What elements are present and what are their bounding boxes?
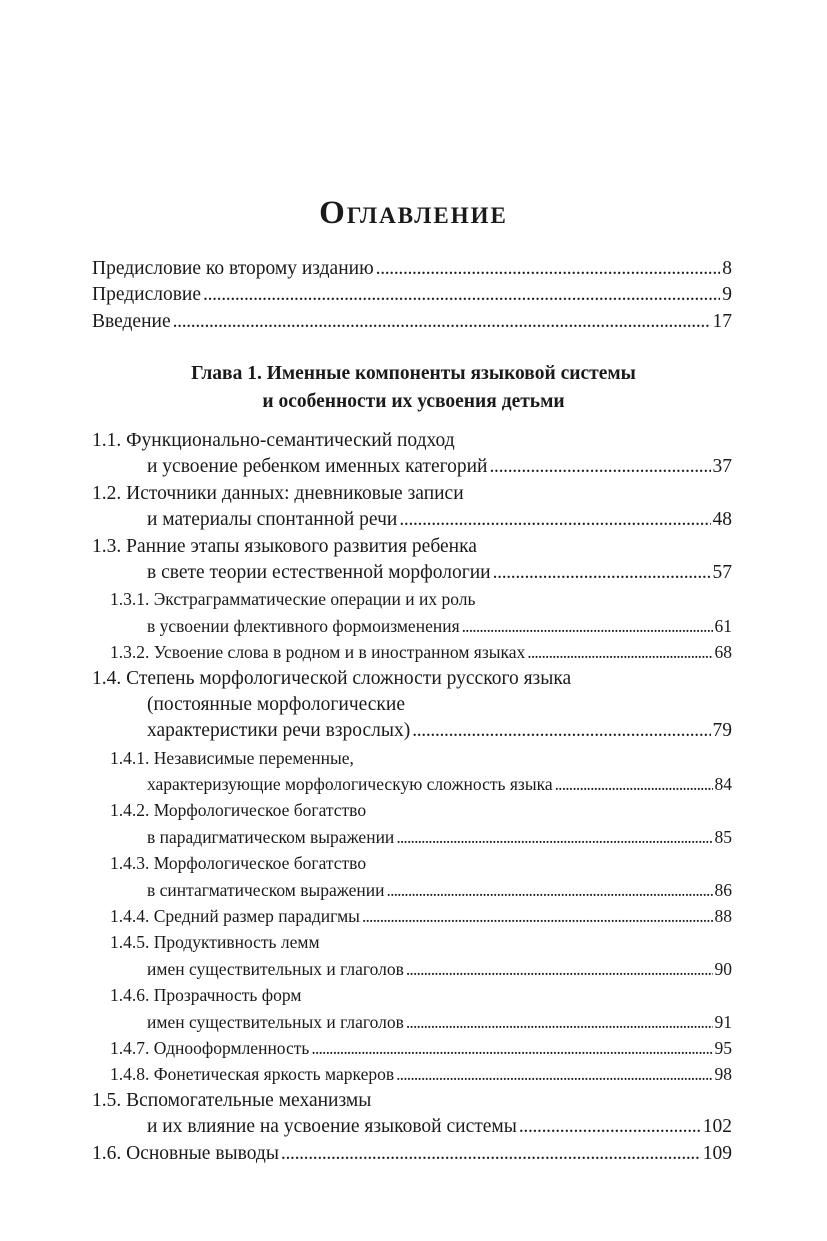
toc-entry[interactable] xyxy=(92,309,732,335)
toc-entry[interactable] xyxy=(92,956,732,982)
toc-entry-label: и усвоение ребенком именных категорий xyxy=(147,456,488,478)
dot-leader xyxy=(462,613,713,639)
toc-entry-label: и их влияние на усвоение языковой системы xyxy=(147,1116,517,1138)
dot-leader xyxy=(173,309,711,335)
toc-entry-label: 1.4.3. Морфологическое богатство xyxy=(110,853,367,874)
toc-entry[interactable] xyxy=(92,1114,732,1140)
toc-entry[interactable] xyxy=(92,745,732,771)
toc-entry-page: 90 xyxy=(714,958,732,979)
toc-entry[interactable] xyxy=(92,692,732,718)
toc-entry[interactable] xyxy=(92,771,732,797)
toc-entry-label: характеристики речи взрослых) xyxy=(147,720,411,742)
toc-entry-page: 91 xyxy=(714,1011,732,1032)
toc-entry-page: 17 xyxy=(712,310,732,332)
chapter-entries-list xyxy=(92,428,732,1167)
dot-leader xyxy=(555,771,713,797)
dot-leader xyxy=(406,956,713,982)
dot-leader xyxy=(396,1061,712,1087)
dot-leader xyxy=(362,903,713,929)
toc-entry[interactable] xyxy=(92,613,732,639)
toc-entry-label: и материалы спонтанной речи xyxy=(147,509,398,531)
dot-leader xyxy=(493,560,711,586)
toc-entry-page: 9 xyxy=(722,284,732,306)
toc-entry[interactable] xyxy=(92,282,732,308)
dot-leader xyxy=(396,824,712,850)
toc-entry[interactable] xyxy=(92,560,732,586)
toc-entry-label: 1.3. Ранние этапы языкового развития ребенка xyxy=(92,535,477,557)
toc-entry[interactable] xyxy=(92,850,732,876)
toc-entry[interactable] xyxy=(92,1061,732,1087)
toc-entry-label: 1.4.4. Средний размер парадигмы xyxy=(110,906,360,927)
dot-leader xyxy=(406,1009,713,1035)
toc-entry-label: 1.3.1. Экстраграмматические операции и их роль xyxy=(110,589,476,610)
toc-entry-label: 1.4.6. Прозрачность форм xyxy=(110,985,302,1006)
chapter-heading-line: и особенности их усвоения детьми xyxy=(262,391,565,412)
dot-leader xyxy=(490,454,711,480)
toc-entry[interactable] xyxy=(92,1035,732,1061)
toc-entry[interactable] xyxy=(92,797,732,823)
page-title: Оглавление xyxy=(319,195,508,231)
toc-entry[interactable] xyxy=(92,639,732,665)
toc-entry-page: 95 xyxy=(714,1037,732,1058)
dot-leader xyxy=(281,1141,701,1167)
toc-entry-page: 79 xyxy=(712,720,732,742)
toc-entry-label: 1.4.7. Однооформленность xyxy=(110,1037,310,1058)
chapter-heading-line: Глава 1. Именные компоненты языковой системы xyxy=(191,363,636,384)
dot-leader xyxy=(376,256,721,282)
toc-entry-page: 37 xyxy=(712,456,732,478)
toc-entry-page: 109 xyxy=(702,1142,732,1164)
toc-entry[interactable] xyxy=(92,586,732,612)
dot-leader xyxy=(527,639,712,665)
toc-entry-label: Введение xyxy=(92,310,171,332)
toc-entry[interactable] xyxy=(92,824,732,850)
toc-entry-page: 84 xyxy=(714,774,732,795)
toc-entry-label: 1.2. Источники данных: дневниковые записи xyxy=(92,482,464,504)
toc-entry[interactable] xyxy=(92,428,732,454)
toc-entry-label: 1.5. Вспомогательные механизмы xyxy=(92,1089,372,1111)
toc-entry[interactable] xyxy=(92,454,732,480)
toc-entry-label: 1.6. Основные выводы xyxy=(92,1142,279,1164)
chapter-heading xyxy=(0,360,827,416)
dot-leader xyxy=(412,718,710,744)
front-matter-list xyxy=(92,256,732,335)
toc-entry-page: 86 xyxy=(714,879,732,900)
toc-entry-label: 1.4.1. Независимые переменные, xyxy=(110,747,354,768)
toc-entry-label: Предисловие ко второму изданию xyxy=(92,258,374,279)
toc-entry[interactable] xyxy=(92,666,732,692)
toc-entry-label: в усвоении флективного формоизменения xyxy=(147,615,460,636)
dot-leader xyxy=(311,1035,712,1061)
toc-entry-label: 1.3.2. Усвоение слова в родном и в иностранном языках xyxy=(110,642,526,663)
toc-entry-label: (постоянные морфологические xyxy=(147,693,405,715)
toc-entry[interactable] xyxy=(92,1088,732,1114)
toc-entry-page: 102 xyxy=(702,1116,732,1138)
toc-entry[interactable] xyxy=(92,1141,732,1167)
toc-entry-label: в синтагматическом выражении xyxy=(147,879,385,900)
toc-entry-label: 1.4.5. Продуктивность лемм xyxy=(110,932,320,953)
toc-entry-page: 48 xyxy=(712,509,732,531)
toc-entry-label: 1.4.8. Фонетическая яркость маркеров xyxy=(110,1064,395,1085)
dot-leader xyxy=(519,1114,701,1140)
toc-entry[interactable] xyxy=(92,507,732,533)
toc-entry-page: 68 xyxy=(714,642,732,663)
toc-entry[interactable] xyxy=(92,481,732,507)
toc-entry-page: 85 xyxy=(714,826,732,847)
toc-entry-label: 1.4.2. Морфологическое богатство xyxy=(110,800,367,821)
toc-entry[interactable] xyxy=(92,256,732,282)
toc-entry[interactable] xyxy=(92,903,732,929)
toc-entry-label: в парадигматическом выражении xyxy=(147,826,395,847)
toc-entry-label: имен существительных и глаголов xyxy=(147,1011,404,1032)
dot-leader xyxy=(387,877,713,903)
toc-entry[interactable] xyxy=(92,982,732,1008)
toc-entry-page: 98 xyxy=(714,1064,732,1085)
toc-entry-page: 57 xyxy=(712,561,732,583)
toc-entry-label: 1.1. Функционально-семантический подход xyxy=(92,430,455,451)
toc-entry-label: 1.4. Степень морфологической сложности русского языка xyxy=(92,667,572,689)
toc-entry-label: характеризующие морфологическую сложность языка xyxy=(147,774,553,795)
toc-entry[interactable] xyxy=(92,534,732,560)
toc-entry[interactable] xyxy=(92,1009,732,1035)
toc-entry[interactable] xyxy=(92,718,732,744)
toc-entry-page: 61 xyxy=(714,615,732,636)
toc-entry-label: Предисловие xyxy=(92,284,202,306)
dot-leader xyxy=(203,282,720,308)
toc-entry-page: 8 xyxy=(722,258,732,279)
toc-entry-page: 88 xyxy=(714,906,732,927)
toc-entry-label: имен существительных и глаголов xyxy=(147,958,404,979)
dot-leader xyxy=(399,507,710,533)
toc-entry-label: в свете теории естественной морфологии xyxy=(147,561,491,583)
toc-entry[interactable] xyxy=(92,877,732,903)
toc-entry[interactable] xyxy=(92,929,732,955)
